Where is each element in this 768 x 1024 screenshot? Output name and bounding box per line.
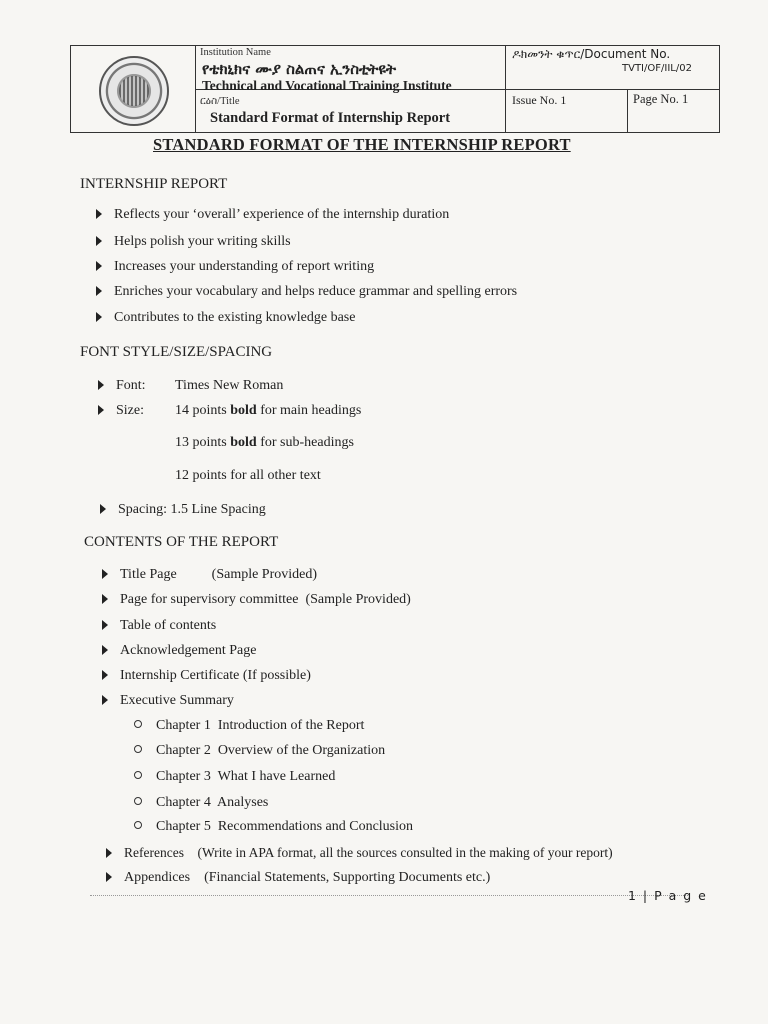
bullet-arrow-icon xyxy=(98,380,104,390)
list-item: Reflects your ‘overall’ experience of the internship duration xyxy=(96,207,449,223)
circle-bullet-icon xyxy=(134,771,142,779)
font-row: Font: xyxy=(98,378,146,394)
chapter-item: Chapter 2 Overview of the Organization xyxy=(134,743,385,759)
bullet-arrow-icon xyxy=(102,594,108,604)
list-item: Helps polish your writing skills xyxy=(96,234,291,250)
title-label: ርዕስ/Title xyxy=(200,96,240,107)
section-heading-internship: INTERNSHIP REPORT xyxy=(80,176,228,192)
institution-amharic: የቴክኒክና ሙያ ስልጠና ኢንስቲትዩት xyxy=(202,60,396,78)
list-item: Appendices (Financial Statements, Supporting Documents etc.) xyxy=(106,870,490,886)
circle-bullet-icon xyxy=(134,797,142,805)
size-row: Size: xyxy=(98,403,144,419)
bullet-arrow-icon xyxy=(106,848,112,858)
size-sub-headings: 13 points bold for sub-headings xyxy=(175,435,354,450)
list-item: Executive Summary xyxy=(102,693,234,709)
font-value: Times New Roman xyxy=(175,378,284,393)
issue-no: Issue No. 1 xyxy=(512,93,567,107)
bullet-arrow-icon xyxy=(102,620,108,630)
chapter-item: Chapter 1 Introduction of the Report xyxy=(134,718,364,734)
bullet-arrow-icon xyxy=(96,209,102,219)
chapter-item: Chapter 5 Recommendations and Conclusion xyxy=(134,819,413,835)
size-other-text: 12 points for all other text xyxy=(175,468,321,483)
bullet-arrow-icon xyxy=(102,670,108,680)
bullet-arrow-icon xyxy=(102,695,108,705)
section-heading-font: FONT STYLE/SIZE/SPACING xyxy=(80,344,273,360)
list-item: Increases your understanding of report writing xyxy=(96,259,374,275)
chapter-item: Chapter 4 Analyses xyxy=(134,795,268,811)
bullet-arrow-icon xyxy=(98,405,104,415)
bullet-arrow-icon xyxy=(102,645,108,655)
bullet-arrow-icon xyxy=(96,261,102,271)
header-divider xyxy=(627,90,628,132)
list-item: References (Write in APA format, all the sources consulted in the making of your report) xyxy=(106,845,613,861)
list-item: Contributes to the existing knowledge base xyxy=(96,310,355,326)
list-item: Acknowledgement Page xyxy=(102,643,256,659)
institution-logo-icon xyxy=(99,56,169,126)
bullet-arrow-icon xyxy=(96,286,102,296)
section-heading-contents: CONTENTS OF THE REPORT xyxy=(84,534,279,550)
size-main-headings: 14 points bold for main headings xyxy=(175,403,362,418)
bullet-arrow-icon xyxy=(102,569,108,579)
list-item: Internship Certificate (If possible) xyxy=(102,668,311,684)
circle-bullet-icon xyxy=(134,821,142,829)
page-number-footer: 1 | P a g e xyxy=(628,888,708,903)
circle-bullet-icon xyxy=(134,745,142,753)
bullet-arrow-icon xyxy=(100,504,106,514)
spacing-row: Spacing: 1.5 Line Spacing xyxy=(100,502,266,518)
doc-no-label: ዶክመንት ቁጥር/Document No. xyxy=(512,47,671,61)
bullet-arrow-icon xyxy=(96,236,102,246)
chapter-item: Chapter 3 What I have Learned xyxy=(134,769,335,785)
page-title: STANDARD FORMAT OF THE INTERNSHIP REPORT xyxy=(153,135,571,154)
list-item: Page for supervisory committee (Sample Provided) xyxy=(102,592,411,608)
institution-english: Technical and Vocational Training Institute xyxy=(202,78,452,93)
list-item: Enriches your vocabulary and helps reduce grammar and spelling errors xyxy=(96,284,517,300)
list-item: Title Page (Sample Provided) xyxy=(102,567,317,583)
footer-divider xyxy=(90,895,690,896)
page-no: Page No. 1 xyxy=(633,92,689,106)
circle-bullet-icon xyxy=(134,720,142,728)
doc-no-value: TVTI/OF/IIL/02 xyxy=(622,63,692,74)
list-item: Table of contents xyxy=(102,618,216,634)
bullet-arrow-icon xyxy=(96,312,102,322)
institution-label: Institution Name xyxy=(200,47,271,58)
header-title: Standard Format of Internship Report xyxy=(210,110,451,126)
bullet-arrow-icon xyxy=(106,872,112,882)
